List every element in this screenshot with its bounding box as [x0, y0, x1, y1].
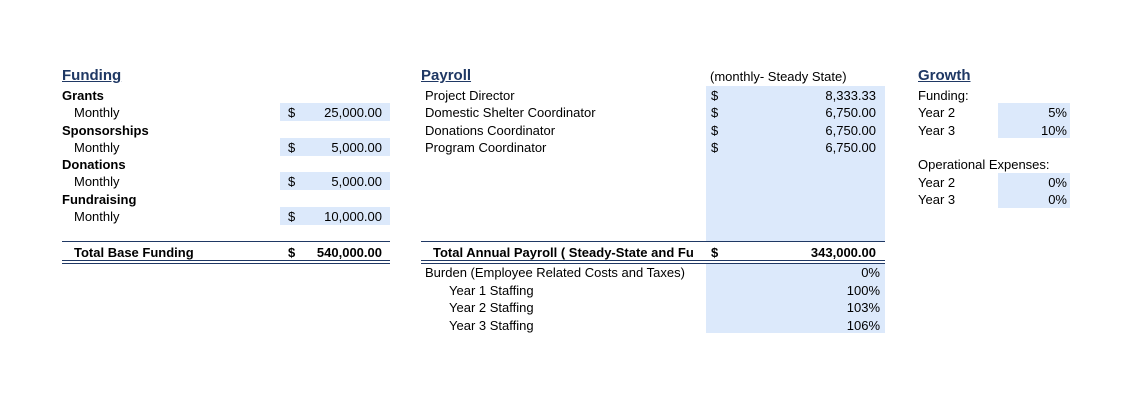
funding-total-double-rule: [62, 260, 390, 264]
donations-currency: $: [288, 174, 296, 189]
sponsorships-currency: $: [288, 140, 296, 155]
fundraising-label: Fundraising: [62, 192, 137, 207]
payroll-total-top-rule: [421, 241, 885, 242]
growth-header: Growth: [918, 67, 971, 84]
growth-year-label: Year 3: [918, 192, 956, 207]
staffing-value[interactable]: 106%: [846, 318, 880, 333]
operational-expenses-label: Operational Expenses:: [918, 157, 1050, 172]
growth-funding-value[interactable]: 5%: [1048, 105, 1067, 120]
total-annual-payroll-currency: $: [711, 245, 719, 260]
role-name: Domestic Shelter Coordinator: [425, 105, 596, 120]
donations-value: 5,000.00: [331, 174, 382, 189]
funding-total-top-rule: [62, 241, 390, 242]
role-salary[interactable]: 6,750.00: [825, 105, 876, 120]
fundraising-value: 10,000.00: [324, 209, 382, 224]
total-annual-payroll-label: Total Annual Payroll ( Steady-State and Fu: [433, 245, 694, 260]
total-annual-payroll-value: 343,000.00: [810, 245, 876, 260]
growth-opex-value[interactable]: 0%: [1048, 175, 1067, 190]
sponsorships-monthly-label: Monthly: [74, 140, 120, 155]
grants-monthly-label: Monthly: [74, 105, 120, 120]
burden-value[interactable]: 0%: [861, 265, 880, 280]
payroll-steady-state-note: (monthly- Steady State): [710, 69, 847, 84]
staffing-label: Year 2 Staffing: [449, 300, 534, 315]
role-currency: $: [711, 123, 719, 138]
growth-year-label: Year 2: [918, 105, 956, 120]
role-salary[interactable]: 6,750.00: [825, 140, 876, 155]
role-name: Project Director: [425, 88, 515, 103]
total-base-funding-label: Total Base Funding: [74, 245, 194, 260]
staffing-label: Year 1 Staffing: [449, 283, 534, 298]
role-currency: $: [711, 140, 719, 155]
grants-currency: $: [288, 105, 296, 120]
fundraising-monthly-label: Monthly: [74, 209, 120, 224]
total-base-funding-currency: $: [288, 245, 296, 260]
sponsorships-value: 5,000.00: [331, 140, 382, 155]
growth-funding-value[interactable]: 10%: [1040, 123, 1067, 138]
role-name: Donations Coordinator: [425, 123, 556, 138]
payroll-header: Payroll: [421, 67, 472, 84]
burden-label: Burden (Employee Related Costs and Taxes): [425, 265, 685, 280]
funding-header: Funding: [62, 67, 122, 84]
growth-year-label: Year 2: [918, 175, 956, 190]
staffing-value[interactable]: 100%: [846, 283, 880, 298]
sponsorships-label: Sponsorships: [62, 123, 149, 138]
role-salary[interactable]: 6,750.00: [825, 123, 876, 138]
role-name: Program Coordinator: [425, 140, 547, 155]
role-salary[interactable]: 8,333.33: [825, 88, 876, 103]
donations-monthly-label: Monthly: [74, 174, 120, 189]
staffing-value[interactable]: 103%: [846, 300, 880, 315]
total-base-funding-value: 540,000.00: [316, 245, 382, 260]
role-currency: $: [711, 88, 719, 103]
role-currency: $: [711, 105, 719, 120]
donations-label: Donations: [62, 157, 126, 172]
grants-label: Grants: [62, 88, 104, 103]
grants-value: 25,000.00: [324, 105, 382, 120]
growth-funding-label: Funding:: [918, 88, 969, 103]
growth-opex-value[interactable]: 0%: [1048, 192, 1067, 207]
fundraising-currency: $: [288, 209, 296, 224]
growth-year-label: Year 3: [918, 123, 956, 138]
staffing-label: Year 3 Staffing: [449, 318, 534, 333]
